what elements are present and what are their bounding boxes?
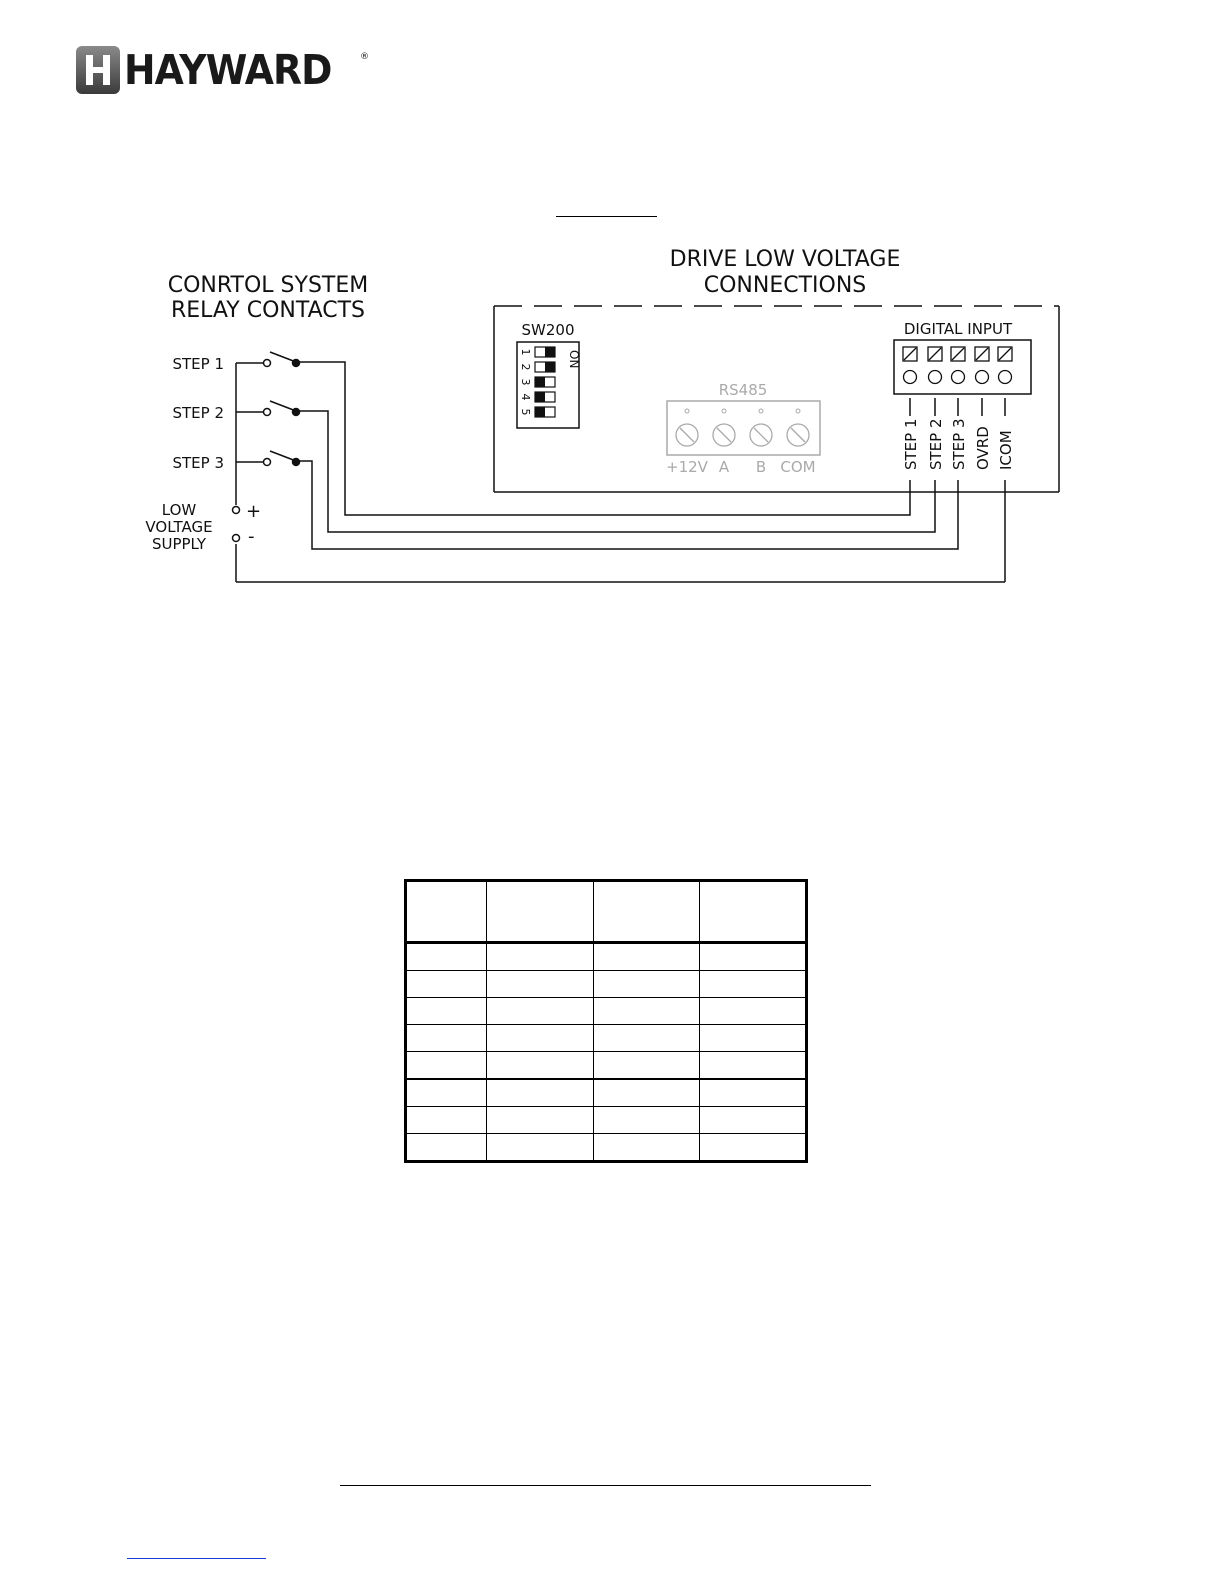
digital-input-terminal [950, 347, 968, 470]
digital-input-terminal [997, 347, 1015, 470]
table-cell [487, 1025, 593, 1052]
table-cell [699, 1107, 806, 1134]
relay-label-step1: STEP 1 [172, 355, 224, 373]
dip-switch-lever [545, 362, 555, 372]
sw200-switches [519, 347, 555, 417]
dip-switch-number: 2 [519, 363, 532, 371]
relay-3-blade [270, 451, 296, 461]
table-cell [487, 1107, 593, 1134]
dip-switch-number: 4 [519, 393, 532, 401]
dip-switch-number: 5 [519, 408, 532, 416]
table-cell [593, 943, 699, 971]
control-title-line1: CONRTOL SYSTEM [167, 273, 369, 298]
table-cell [406, 971, 487, 998]
digital-input-terminal [974, 347, 992, 470]
rs485-terminal [713, 409, 735, 476]
brand-name: HAYWARD [124, 46, 332, 94]
supply-label-line3: SUPPLY [151, 535, 207, 553]
table-cell [406, 1052, 487, 1080]
relay-label-step3: STEP 3 [172, 454, 224, 472]
table-header-row [406, 881, 807, 943]
table-cell [487, 943, 593, 971]
table-cell [593, 1134, 699, 1162]
relay-1-blade [270, 352, 296, 362]
dip-switch-3 [519, 377, 555, 387]
dip-switch-5 [519, 407, 555, 417]
digital-input-terminal-label: STEP 1 [902, 418, 920, 470]
settings-table [404, 879, 808, 1163]
digital-input-terminal [927, 347, 945, 470]
table-cell [593, 998, 699, 1025]
table-cell [593, 1079, 699, 1107]
digital-input-title: DIGITAL INPUT [903, 320, 1013, 338]
dip-switch-2 [519, 362, 555, 372]
table-row [406, 1025, 807, 1052]
drive-title-line2: CONNECTIONS [703, 273, 867, 298]
rs485-title: RS485 [718, 381, 768, 399]
table-cell [406, 1107, 487, 1134]
supply-plus: + [246, 501, 262, 522]
footer-rule [340, 1485, 871, 1486]
supply-label-line1: LOW [161, 501, 197, 519]
table-cell [487, 1079, 593, 1107]
digital-input-terminal-label: OVRD [974, 426, 992, 470]
supply-minus: - [248, 526, 255, 547]
rs485-terminal-label: +12V [666, 458, 708, 476]
rs485-terminal [750, 409, 772, 476]
table-cell [406, 943, 487, 971]
dip-switch-lever [535, 407, 545, 417]
dip-switch-1 [519, 347, 555, 357]
rs485-terminal-label: A [718, 458, 730, 476]
table-cell [699, 943, 806, 971]
rs485-terminal-label: COM [780, 458, 816, 476]
digital-input-terminal-label: ICOM [997, 430, 1015, 470]
table-cell [593, 1025, 699, 1052]
relay-label-step2: STEP 2 [172, 404, 224, 422]
table-row [406, 998, 807, 1025]
registered-mark: ® [360, 52, 369, 62]
table-row [406, 971, 807, 998]
table-cell [593, 971, 699, 998]
wiring-diagram [0, 0, 1225, 600]
footer-link-underline [127, 1558, 266, 1559]
table-cell [593, 1052, 699, 1080]
table-cell [699, 1134, 806, 1162]
table-header-cell [406, 881, 487, 943]
rs485-terminal [666, 409, 709, 476]
dip-switch-lever [535, 377, 545, 387]
table-cell [487, 1052, 593, 1080]
table-row [406, 943, 807, 971]
digital-input-terminal [902, 347, 920, 470]
dip-switch-lever [545, 347, 555, 357]
table-cell [699, 1052, 806, 1080]
sw200-on-label: ON [567, 350, 581, 369]
table-cell [699, 1079, 806, 1107]
table-cell [406, 1025, 487, 1052]
table-row [406, 1052, 807, 1080]
table-cell [406, 1079, 487, 1107]
table-cell [699, 998, 806, 1025]
rs485-terminal [780, 409, 815, 476]
table-cell [487, 971, 593, 998]
rs485-terminals [666, 409, 816, 476]
table-header-cell [593, 881, 699, 943]
relay-2-blade [270, 401, 296, 411]
table-cell [406, 998, 487, 1025]
table-header-cell [487, 881, 593, 943]
table-header-cell [699, 881, 806, 943]
table-row [406, 1079, 807, 1107]
table-cell [699, 971, 806, 998]
table-cell [406, 1134, 487, 1162]
table-cell [487, 998, 593, 1025]
dip-switch-number: 1 [519, 348, 532, 356]
digital-input-terminal-label: STEP 2 [927, 418, 945, 470]
dip-switch-number: 3 [519, 378, 532, 386]
dip-switch-lever [535, 392, 545, 402]
rs485-terminal-label: B [755, 458, 767, 476]
drive-title-line1: DRIVE LOW VOLTAGE [669, 247, 901, 272]
digital-input-terminal-label: STEP 3 [950, 418, 968, 470]
table-cell [593, 1107, 699, 1134]
control-title-line2: RELAY CONTACTS [170, 298, 366, 323]
table-row [406, 1134, 807, 1162]
table-cell [487, 1134, 593, 1162]
sw200-title: SW200 [521, 321, 575, 339]
supply-label-line2: VOLTAGE [145, 518, 213, 536]
table-cell [699, 1025, 806, 1052]
table-row [406, 1107, 807, 1134]
dip-switch-4 [519, 392, 555, 402]
